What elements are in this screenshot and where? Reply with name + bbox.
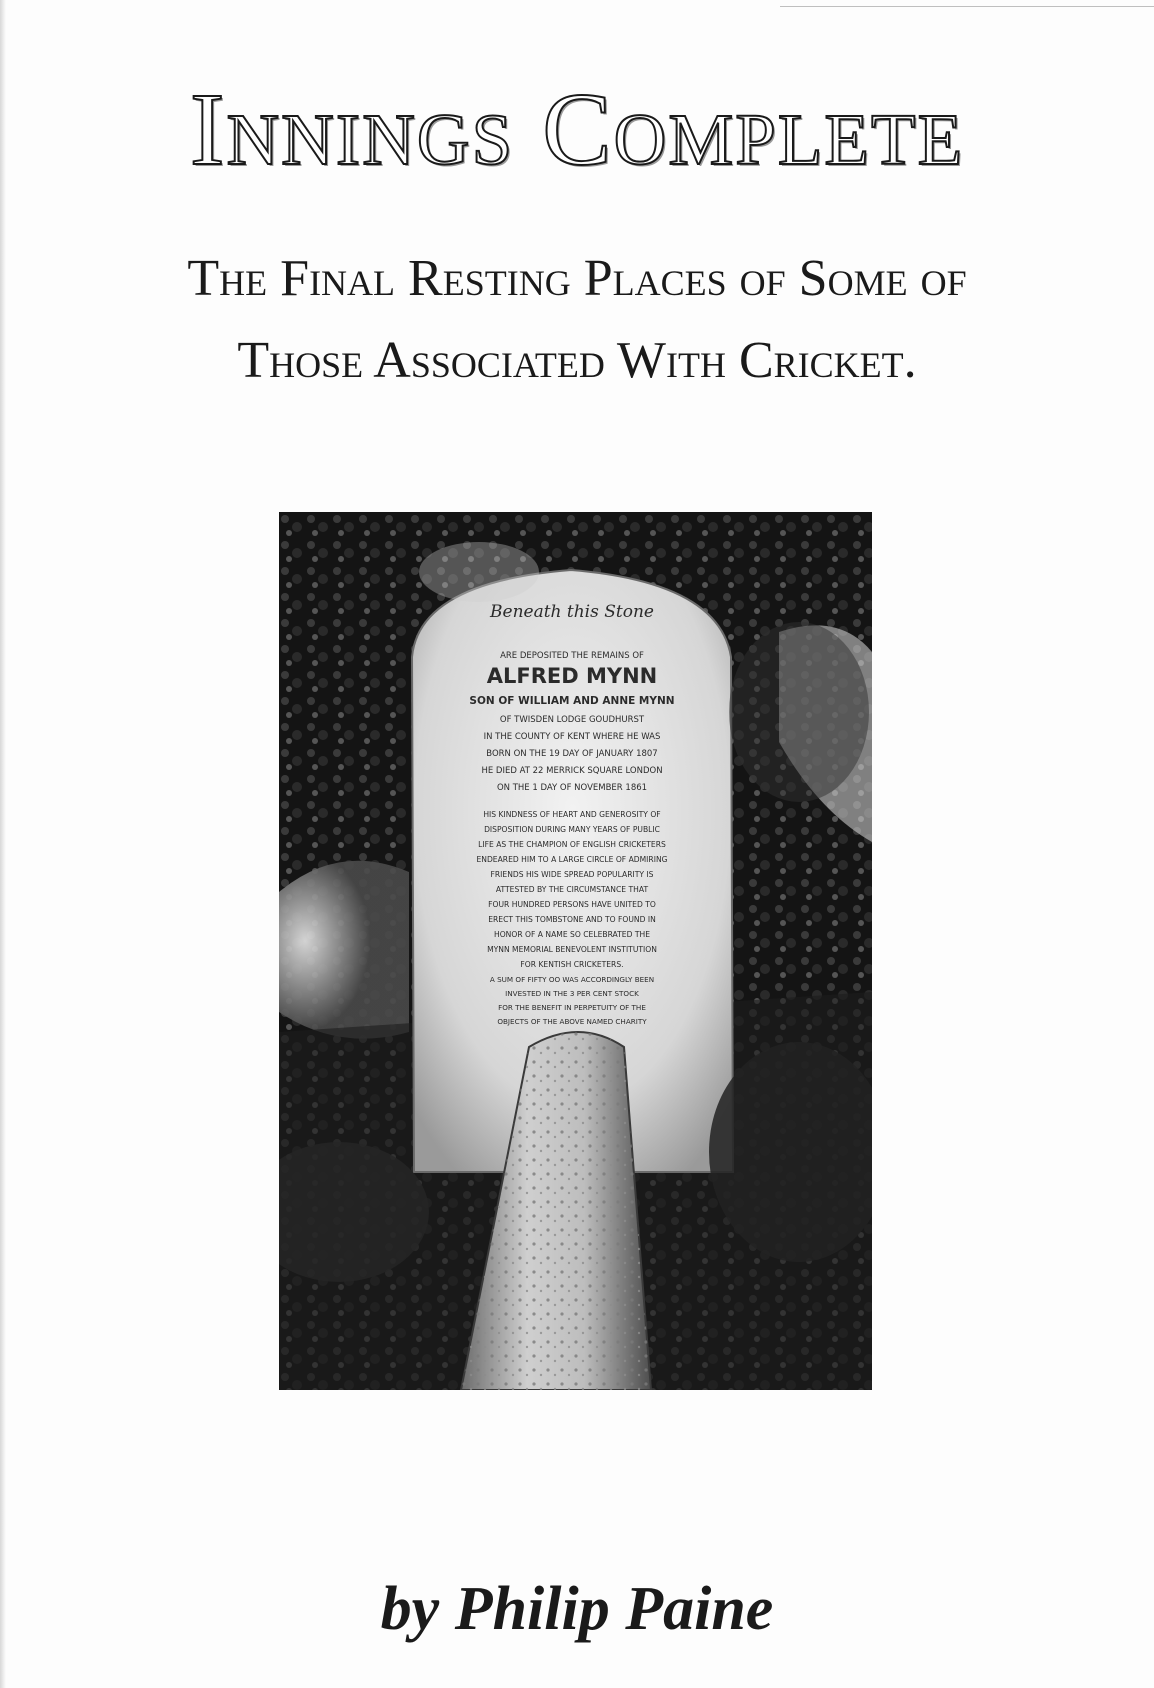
stone-line-10: DISPOSITION DURING MANY YEARS OF PUBLIC <box>484 825 660 834</box>
stone-line-12: ENDEARED HIM TO A LARGE CIRCLE OF ADMIRING <box>476 855 668 864</box>
stone-line-8: ON THE 1 DAY OF NOVEMBER 1861 <box>496 783 648 793</box>
stone-line-18: MYNN MEMORIAL BENEVOLENT INSTITUTION <box>487 945 657 954</box>
book-subtitle <box>0 238 1154 402</box>
book-title: Innings Complete <box>189 72 965 187</box>
stone-line-22: FOR THE BENEFIT IN PERPETUITY OF THE <box>498 1003 646 1012</box>
stone-line-11: LIFE AS THE CHAMPION OF ENGLISH CRICKETERS <box>478 840 666 849</box>
stone-line-13: FRIENDS HIS WIDE SPREAD POPULARITY IS <box>490 870 654 879</box>
stone-line-23: OBJECTS OF THE ABOVE NAMED CHARITY <box>497 1017 647 1026</box>
stone-line-0: Beneath this Stone <box>490 602 654 622</box>
top-edge-line <box>780 6 1154 7</box>
subtitle-line-2: Those Associated With Cricket. <box>237 332 917 389</box>
subtitle-line-1: The Final Resting Places of Some of <box>187 250 967 307</box>
stone-line-1: ARE DEPOSITED THE REMAINS OF <box>500 651 644 661</box>
stone-line-7: HE DIED AT 22 MERRICK SQUARE LONDON <box>481 766 663 776</box>
stone-line-21: INVESTED IN THE 3 PER CENT STOCK <box>505 989 639 998</box>
headstone-photo-image <box>279 512 872 1390</box>
stone-line-17: HONOR OF A NAME SO CELEBRATED THE <box>493 930 651 939</box>
stone-line-15: FOUR HUNDRED PERSONS HAVE UNITED TO <box>488 900 656 909</box>
stone-line-14: ATTESTED BY THE CIRCUMSTANCE THAT <box>495 885 649 894</box>
stone-line-9: HIS KINDNESS OF HEART AND GENEROSITY OF <box>483 810 661 819</box>
stone-line-3: SON OF WILLIAM AND ANNE MYNN <box>469 695 675 707</box>
headstone-photo <box>279 512 872 1390</box>
stone-line-6: BORN ON THE 19 DAY OF JANUARY 1807 <box>486 749 658 759</box>
author-byline: by Philip Paine <box>380 1575 774 1643</box>
stone-line-4: OF TWISDEN LODGE GOUDHURST <box>499 715 645 725</box>
stone-line-2: ALFRED MYNN <box>486 664 658 688</box>
stone-line-19: FOR KENTISH CRICKETERS. <box>520 960 624 969</box>
stone-line-16: ERECT THIS TOMBSTONE AND TO FOUND IN <box>488 915 656 924</box>
stone-line-5: IN THE COUNTY OF KENT WHERE HE WAS <box>483 732 661 742</box>
stone-line-20: A SUM OF FIFTY OO WAS ACCORDINGLY BEEN <box>489 975 655 984</box>
